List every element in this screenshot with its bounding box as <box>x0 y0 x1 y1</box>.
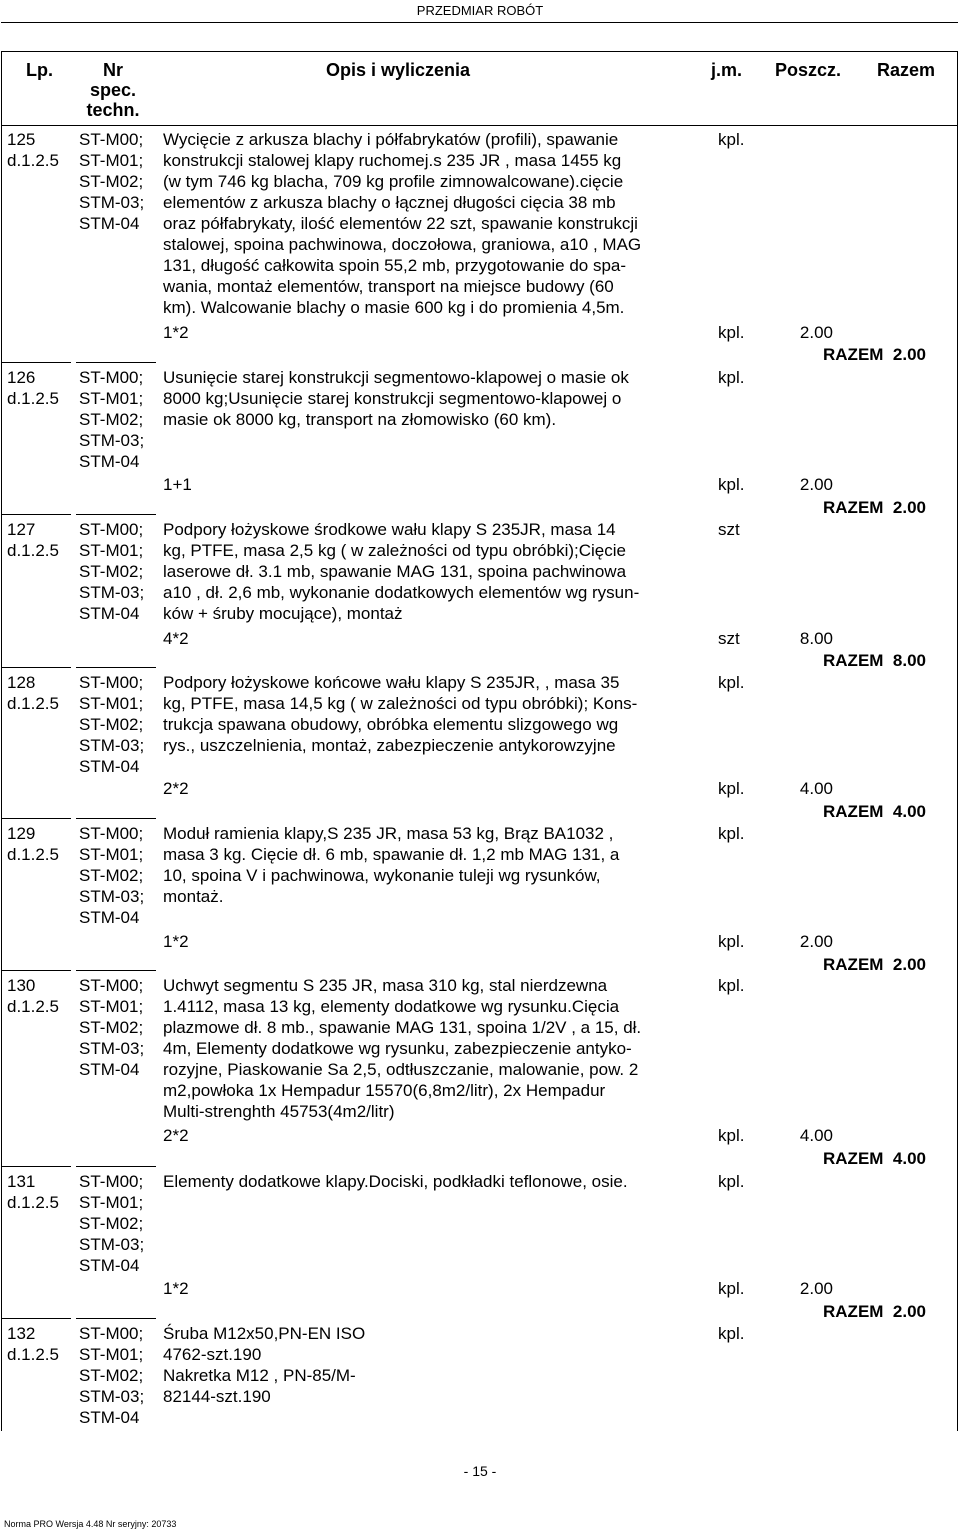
item-description: Śruba M12x50,PN-EN ISO 4762-szt.190 Nakretka M12 , PN-85/M- 82144-szt.190 <box>163 1324 366 1406</box>
col-header-spec: Nr spec. techn. <box>86 60 140 120</box>
table-top-rule <box>1 51 958 52</box>
razem-total: RAZEM 2.00 <box>823 498 926 517</box>
item-unit: kpl. <box>718 976 745 995</box>
col-header-description: Opis i wyliczenia <box>326 60 471 80</box>
page-header: PRZEDMIAR ROBÓT <box>416 3 544 18</box>
item-unit: kpl. <box>718 1324 745 1343</box>
spec-codes: ST-M00; ST-M01; ST-M02; STM-03; STM-04 <box>79 976 145 1079</box>
row-divider <box>1 970 71 971</box>
item-number: 130 d.1.2.5 <box>7 976 59 1016</box>
razem-total: RAZEM 8.00 <box>823 651 926 670</box>
razem-total: RAZEM 4.00 <box>823 802 926 821</box>
row-divider <box>76 1318 156 1319</box>
item-number: 128 d.1.2.5 <box>7 673 59 713</box>
item-number: 131 d.1.2.5 <box>7 1172 59 1212</box>
col-header-lp: Lp. <box>26 60 53 80</box>
spec-codes: ST-M00; ST-M01; ST-M02; STM-03; STM-04 <box>79 520 145 623</box>
row-divider <box>76 514 156 515</box>
item-description: Elementy dodatkowe klapy.Dociski, podkładki teflonowe, osie. <box>163 1172 628 1191</box>
razem-total: RAZEM 2.00 <box>823 345 926 364</box>
page-number: - 15 - <box>463 1463 497 1479</box>
spec-codes: ST-M00; ST-M01; ST-M02; STM-03; STM-04 <box>79 130 145 233</box>
item-number: 127 d.1.2.5 <box>7 520 59 560</box>
item-number: 129 d.1.2.5 <box>7 824 59 864</box>
razem-total: RAZEM 4.00 <box>823 1149 926 1168</box>
spec-codes: ST-M00; ST-M01; ST-M02; STM-03; STM-04 <box>79 1324 145 1427</box>
item-number: 132 d.1.2.5 <box>7 1324 59 1364</box>
item-unit: kpl. <box>718 824 745 843</box>
row-divider <box>76 667 156 668</box>
spec-codes: ST-M00; ST-M01; ST-M02; STM-03; STM-04 <box>79 824 145 927</box>
header-bottom-rule <box>1 125 958 126</box>
col-header-total: Razem <box>877 60 936 80</box>
spec-codes: ST-M00; ST-M01; ST-M02; STM-03; STM-04 <box>79 1172 145 1275</box>
item-unit: kpl. <box>718 673 745 692</box>
row-divider <box>1 362 71 363</box>
item-description: Uchwyt segmentu S 235 JR, masa 310 kg, stal nierdzewna 1.4112, masa 13 kg, elementy dodatkowe wg rysunku.Cięcia plazmowe dł. 8 mb., spawanie MAG 131, spoina 1/2V , a 15, dł. 4m, Elementy dodatkowe wg rysunku, zabezpieczenie antyko- rozyjne, Piaskowanie Sa 2,5, odtłuszczanie, malowanie, pow. 2 m2,powłoka 1x Hempadur 15570(6,8m2/litr), 2x Hempadur Multi-strenghth 45753(4m2/litr) <box>163 976 642 1121</box>
item-description: Podpory łożyskowe środkowe wału klapy S 235JR, masa 14 kg, PTFE, masa 2,5 kg ( w zależności od typu obróbki);Cięcie laserowe dł. 3.1 mb, spawanie MAG 131, spoina pachwinowa a10 , dł. 2,6 mb, wykonanie dodatkowych elementów wg rysun- ków + śruby mocujące), montaż <box>163 520 640 623</box>
spec-codes: ST-M00; ST-M01; ST-M02; STM-03; STM-04 <box>79 673 145 776</box>
item-description: Usunięcie starej konstrukcji segmentowo-klapowej o masie ok 8000 kg;Usunięcie starej konstrukcji segmentowo-klapowej o masie ok 8000 kg, transport na złomowisko (60 km). <box>163 368 629 429</box>
razem-total: RAZEM 2.00 <box>823 955 926 974</box>
spec-codes: ST-M00; ST-M01; ST-M02; STM-03; STM-04 <box>79 368 145 471</box>
row-divider <box>76 362 156 363</box>
left-border <box>1 51 2 1431</box>
row-divider <box>76 818 156 819</box>
item-unit: kpl. <box>718 368 745 387</box>
razem-total: RAZEM 2.00 <box>823 1302 926 1321</box>
item-unit: kpl. <box>718 1172 745 1191</box>
item-description: Podpory łożyskowe końcowe wału klapy S 235JR, , masa 35 kg, PTFE, masa 14,5 kg ( w zależności od typu obróbki); Kons- trukcja spawana obudowy, obróbka elementu slizgowego wg rys., uszczelnienia, montaż, zabezpieczenie antykorowzyjne <box>163 673 638 755</box>
row-divider <box>1 514 71 515</box>
row-divider <box>76 1166 156 1167</box>
col-header-unit: j.m. <box>711 60 743 80</box>
item-unit: szt <box>718 520 740 539</box>
item-number: 126 d.1.2.5 <box>7 368 59 408</box>
row-divider <box>76 970 156 971</box>
row-divider <box>1 1166 71 1167</box>
item-number: 125 d.1.2.5 <box>7 130 59 170</box>
col-header-quantity: Poszcz. <box>775 60 842 80</box>
right-border <box>957 51 958 1431</box>
item-description: Wycięcie z arkusza blachy i półfabrykatów (profili), spawanie konstrukcji stalowej klapy ruchomej.s 235 JR , masa 1455 kg (w tym 746 kg blacha, 709 kg profile zimnowalcowane).cięcie elementów z arkusza blachy o łącznej długości cięcia 38 mb oraz półfabrykaty, ilość elementów 22 szt, spawanie konstrukcji stalowej, spoina pachwinowa, doczołowa, graniowa, a10 , MAG 131, długość całkowita spoin 55,2 mb, przygotowanie do spa- wania, montaż elementów, transport na miejsce budowy (60 km). Walcowanie blachy o masie 600 kg i do promienia 4,5m. <box>163 130 642 317</box>
item-description: Moduł ramienia klapy,S 235 JR, masa 53 kg, Brąz BA1032 , masa 3 kg. Cięcie dł. 6 mb, spawanie dł. 1,2 mb MAG 131, a 10, spoina V i pachwinowa, wykonanie tuleji wg rysunków, montaż. <box>163 824 620 906</box>
row-divider <box>1 1318 71 1319</box>
software-footer: Norma PRO Wersja 4.48 Nr seryjny: 20733 <box>4 1519 177 1529</box>
item-unit: kpl. <box>718 130 745 149</box>
row-divider <box>1 667 71 668</box>
header-rule <box>1 22 958 23</box>
row-divider <box>1 818 71 819</box>
